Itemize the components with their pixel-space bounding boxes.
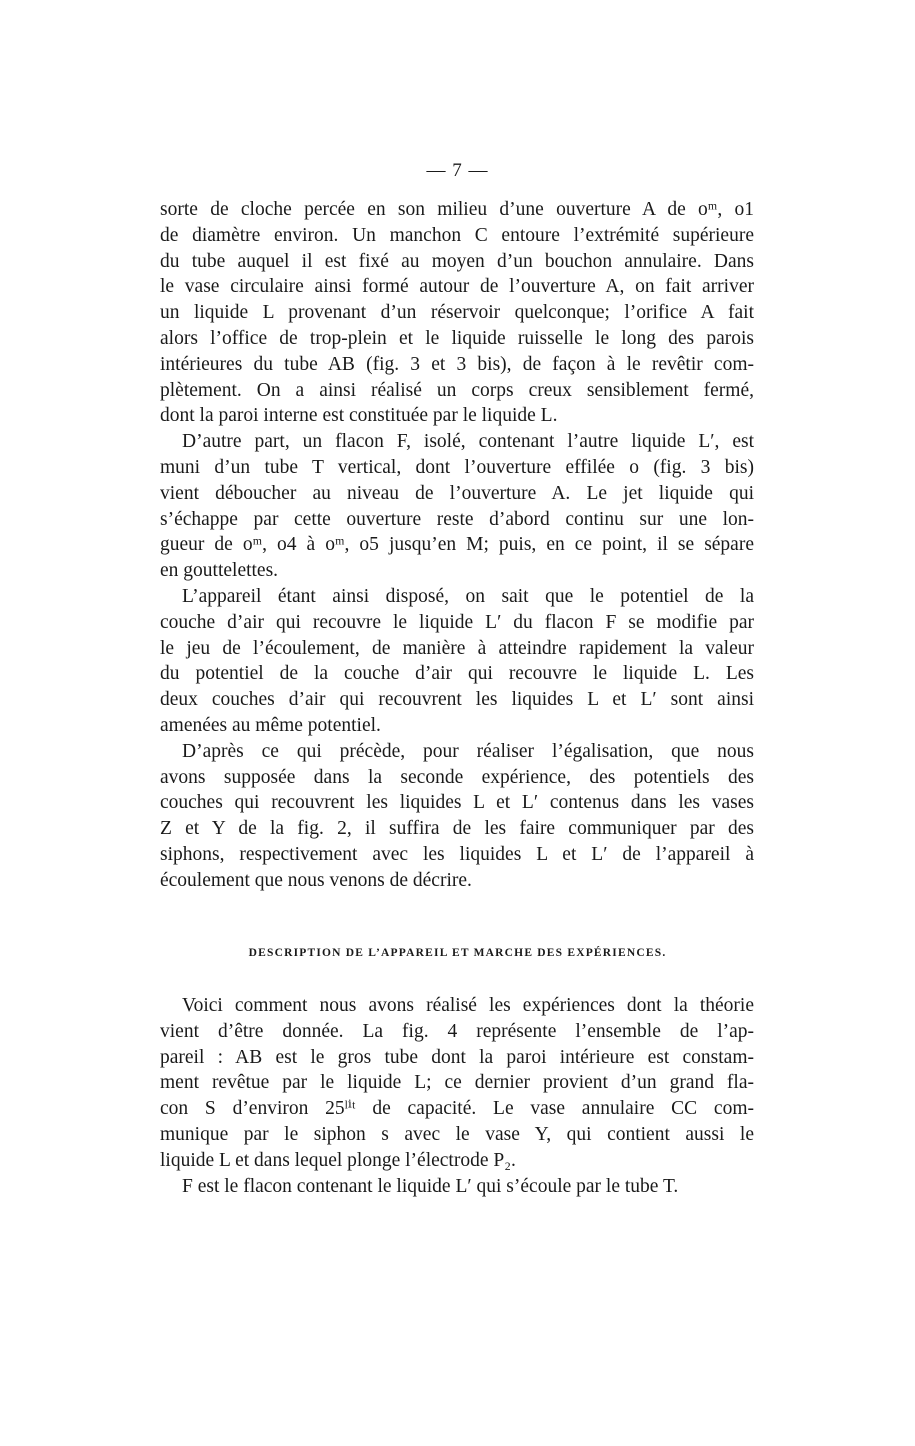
text-line: D’après ce qui précède, pour réaliser l’égalisation, que nous bbox=[182, 740, 754, 762]
text-line: le vase circulaire ainsi formé autour de l’ouverture A, on fait arriver bbox=[160, 276, 754, 298]
text-line: le jeu de l’écoulement, de manière à atteindre rapidement la valeur bbox=[160, 637, 754, 659]
text-line: écoulement que nous venons de décrire. bbox=[160, 869, 472, 891]
text-line: couches qui recouvrent les liquides L et L′ contenus dans les vases bbox=[160, 792, 754, 814]
text-line: pareil : AB est le gros tube dont la paroi intérieure est constam- bbox=[160, 1046, 754, 1068]
text-line: du potentiel de la couche d’air qui recouvre le liquide L. Les bbox=[160, 663, 754, 685]
text-line: con S d’environ 25ˡⁱᵗ de capacité. Le vase annulaire CC com- bbox=[160, 1098, 754, 1120]
paragraph bbox=[160, 197, 754, 429]
text-line: intérieures du tube AB (fig. 3 et 3 bis), de façon à le revêtir com- bbox=[160, 353, 754, 375]
text-line: un liquide L provenant d’un réservoir quelconque; l’orifice A fait bbox=[160, 302, 754, 324]
text-line: en gouttelettes. bbox=[160, 560, 279, 582]
text-line: amenées au même potentiel. bbox=[160, 714, 381, 736]
text-line: muni d’un tube T vertical, dont l’ouverture effilée o (fig. 3 bis) bbox=[160, 456, 754, 478]
text-line: L’appareil étant ainsi disposé, on sait que le potentiel de la bbox=[182, 585, 754, 607]
section-2-body bbox=[160, 993, 754, 1199]
text-line: deux couches d’air qui recouvrent les liquides L et L′ sont ainsi bbox=[160, 689, 754, 711]
paragraph bbox=[160, 584, 754, 739]
text-line: F est le flacon contenant le liquide L′ qui s’écoule par le tube T. bbox=[182, 1175, 679, 1197]
text-line: s’échappe par cette ouverture reste d’abord continu sur une lon- bbox=[160, 508, 754, 530]
text-line: siphons, respectivement avec les liquides L et L′ de l’appareil à bbox=[160, 843, 754, 865]
text-line: avons supposée dans la seconde expérience, des potentiels des bbox=[160, 766, 754, 788]
text-line: ment revêtue par le liquide L; ce dernier provient d’un grand fla- bbox=[160, 1072, 754, 1094]
text-line: du tube auquel il est fixé au moyen d’un bouchon annulaire. Dans bbox=[160, 250, 754, 272]
text-line: alors l’office de trop-plein et le liquide ruisselle le long des parois bbox=[160, 327, 754, 349]
text-line: D’autre part, un flacon F, isolé, contenant l’autre liquide L′, est bbox=[182, 431, 754, 453]
section-heading: DESCRIPTION DE L’APPAREIL ET MARCHE DES EXPÉRIENCES. bbox=[248, 947, 667, 959]
text-line: vient déboucher au niveau de l’ouverture A. Le jet liquide qui bbox=[160, 482, 754, 504]
paragraph bbox=[160, 1174, 754, 1200]
text-line: couche d’air qui recouvre le liquide L′ du flacon F se modifie par bbox=[160, 611, 754, 633]
paragraph bbox=[160, 739, 754, 894]
paragraph bbox=[160, 993, 754, 1174]
paragraph bbox=[160, 429, 754, 584]
section-1-body bbox=[160, 197, 754, 894]
text-line: Voici comment nous avons réalisé les expériences dont la théorie bbox=[182, 995, 754, 1016]
text-line: Z et Y de la fig. 2, il suffira de les faire communiquer par des bbox=[160, 818, 754, 840]
text-line: plètement. On a ainsi réalisé un corps creux sensiblement fermé, bbox=[160, 379, 754, 401]
text-line: vient d’être donnée. La fig. 4 représente l’ensemble de l’ap- bbox=[160, 1020, 754, 1042]
text-line: sorte de cloche percée en son milieu d’une ouverture A de oᵐ, o1 bbox=[160, 199, 754, 220]
text-line: liquide L et dans lequel plonge l’électrode P₂. bbox=[160, 1149, 516, 1171]
text-line: gueur de oᵐ, o4 à oᵐ, o5 jusqu’en M; puis, en ce point, il se sépare bbox=[160, 534, 754, 556]
text-line: munique par le siphon s avec le vase Y, qui contient aussi le bbox=[160, 1123, 754, 1145]
text-line: de diamètre environ. Un manchon C entoure l’extrémité supérieure bbox=[160, 224, 754, 246]
page-number: — 7 — bbox=[426, 160, 489, 181]
text-line: dont la paroi interne est constituée par le liquide L. bbox=[160, 405, 558, 427]
